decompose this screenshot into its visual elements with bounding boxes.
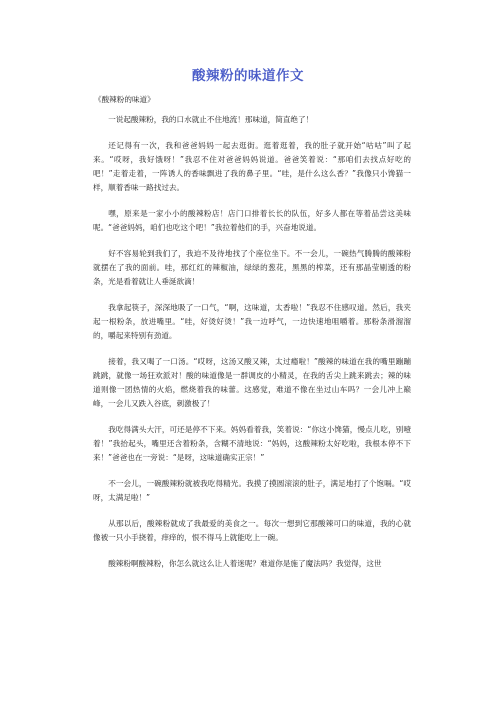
paragraph-7: 我吃得满头大汗，可还是停不下来。妈妈看着我，笑着说：“你这小馋猫，慢点儿吃，别噎着！”我抬起头，嘴里还含着粉条，含糊不清地说：“妈妈，这酸辣粉太好吃啦，我根本停不下来！”爸爸也在一旁说：“是呀，这味道确实正宗！”	[93, 425, 411, 462]
document-subtitle: 《酸辣粉的味道》	[94, 95, 155, 104]
paragraph-8: 不一会儿，一碗酸辣粉就被我吃得精光。我摸了摸圆滚滚的肚子，满足地打了个饱嗝。“哎呀，太满足啦！”	[93, 479, 411, 503]
paragraph-9: 从那以后，酸辣粉就成了我最爱的美食之一。每次一想到它那酸辣可口的味道，我的心就像被一只小手挠着，痒痒的，恨不得马上就能吃上一碗。	[93, 519, 411, 543]
paragraph-6: 接着，我又喝了一口汤。“哎呀，这汤又酸又辣，太过瘾啦！”酸辣的味道在我的嘴里蹦蹦跳跳，就像一场狂欢派对！酸的味道像是一群调皮的小精灵，在我的舌尖上跳来跳去；辣的味道则像一团热情的火焰，燃烧着我的味蕾。这感觉，难道不像在坐过山车吗？一会儿冲上巅峰，一会儿又跌入谷底，刺激极了！	[93, 357, 411, 408]
paragraph-2: 还记得有一次，我和爸爸妈妈一起去逛街。逛着逛着，我的肚子就开始“咕咕”叫了起来。“哎呀，我好饿呀！”我忍不住对爸爸妈妈说道。爸爸笑着说：“那咱们去找点好吃的吧！”走着走着，一阵诱人的香味飘进了我的鼻子里。“哇，是什么这么香？”我像只小馋猫一样，顺着香味一路找过去。	[93, 141, 411, 192]
document-title: 酸辣粉的味道作文	[192, 68, 304, 84]
paragraph-3: 嘿，原来是一家小小的酸辣粉店！店门口排着长长的队伍，好多人都在等着品尝这美味呢。“爸爸妈妈，咱们也吃这个吧！”我拉着他们的手，兴奋地说道。	[93, 209, 411, 233]
paragraph-1: 一说起酸辣粉，我的口水就止不住地流！那味道，简直绝了！	[108, 115, 314, 124]
document-body	[93, 113, 411, 584]
paragraph-5: 我拿起筷子，深深地吸了一口气，“啊，这味道，太香啦！”我忍不住感叹道。然后，我夹起一根粉条，放进嘴里。“哇，好烫好烫！”我一边呼气，一边快速地咀嚼着。那粉条滑溜溜的，嚼起来特别有劲道。	[93, 303, 411, 341]
paragraph-4: 好不容易轮到我们了，我迫不及待地找了个座位坐下。不一会儿，一碗热气腾腾的酸辣粉就摆在了我的面前。哇，那红红的辣椒油，绿绿的葱花，黑黑的榨菜，还有那晶莹剔透的粉条，光是看着就让人垂涎欲滴！	[93, 249, 411, 287]
paragraph-10: 酸辣粉啊酸辣粉，你怎么就这么让人着迷呢？难道你是施了魔法吗？我觉得，这世	[108, 559, 382, 569]
